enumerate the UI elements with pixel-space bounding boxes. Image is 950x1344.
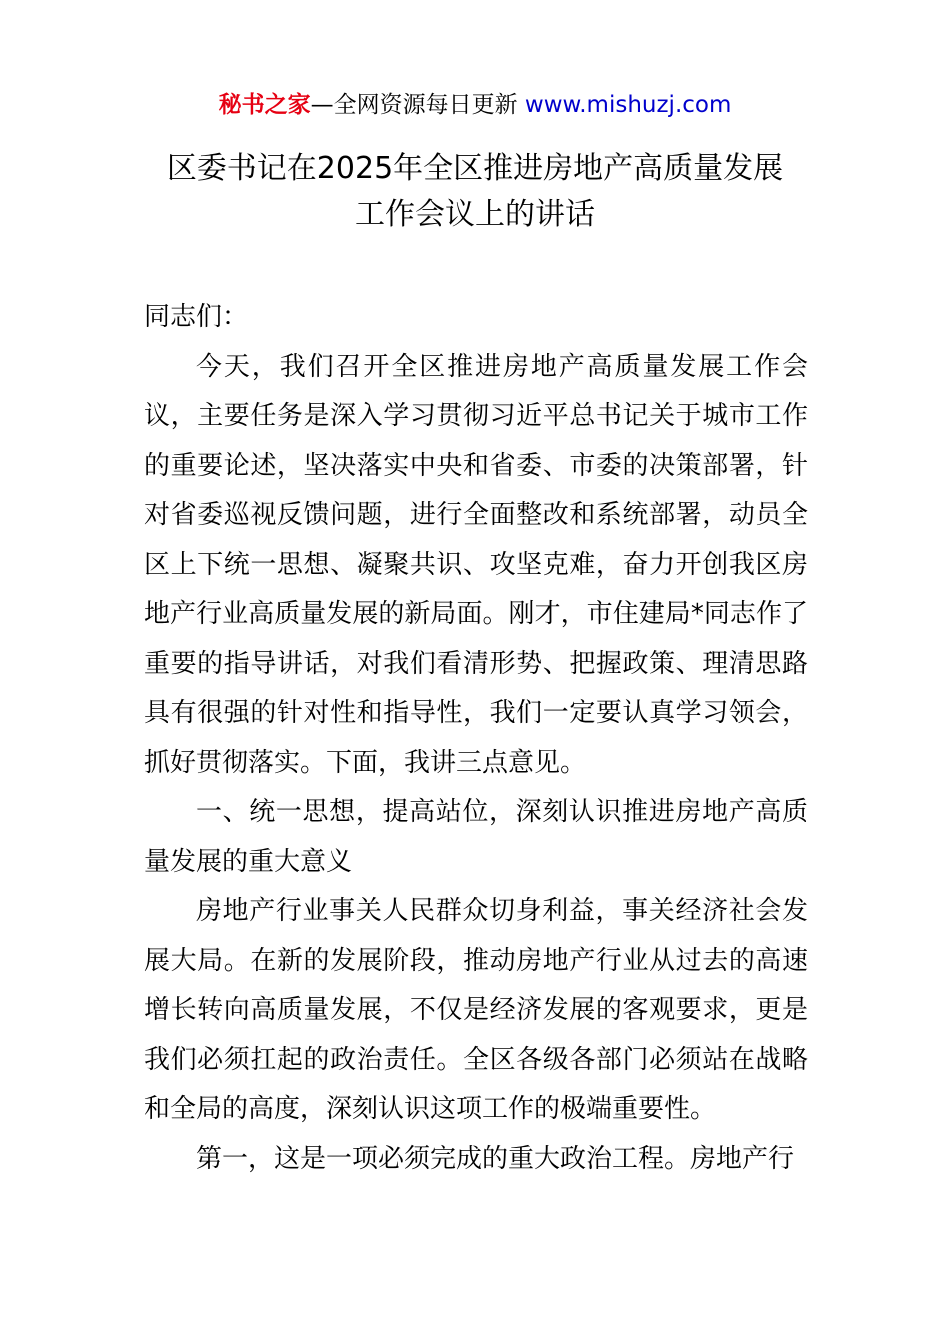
header-slogan: —全网资源每日更新 (310, 92, 518, 118)
paragraph-point-1: 第一，这是一项必须完成的重大政治工程。房地产行 (196, 1143, 795, 1174)
brand-name: 秘书之家 (218, 92, 311, 118)
title-line-2: 工作会议上的讲话 (355, 197, 595, 232)
document-title (100, 146, 850, 238)
salutation: 同志们： (144, 302, 249, 332)
site-url-link[interactable]: www.mishuzj.com (524, 92, 732, 118)
section-heading-1: 一、统一思想，提高站位，深刻认识推进房地产高质量发展的重大意义 (144, 797, 808, 877)
document-body (144, 293, 808, 1184)
paragraph-section-1: 房地产行业事关人民群众切身利益，事关经济社会发展大局。在新的发展阶段，推动房地产行业从过去的高速增长转向高质量发展，不仅是经济发展的客观要求，更是我们必须扛起的政治责任。全区各级各部门必须站在战略和全局的高度，深刻认识这项工作的极端重要性。 (144, 896, 808, 1124)
paragraph-intro: 今天，我们召开全区推进房地产高质量发展工作会议，主要任务是深入学习贯彻习近平总书记关于城市工作的重要论述，坚决落实中央和省委、市委的决策部署，针对省委巡视反馈问题，进行全面整改和系统部署，动员全区上下统一思想、凝聚共识、攻坚克难，奋力开创我区房地产行业高质量发展的新局面。刚才，市住建局*同志作了重要的指导讲话，对我们看清形势、把握政策、理清思路具有很强的针对性和指导性，我们一定要认真学习领会，抓好贯彻落实。下面，我讲三点意见。 (144, 351, 808, 778)
title-line-1: 区委书记在2025年全区推进房地产高质量发展 (166, 151, 784, 186)
site-header-banner (0, 88, 950, 122)
